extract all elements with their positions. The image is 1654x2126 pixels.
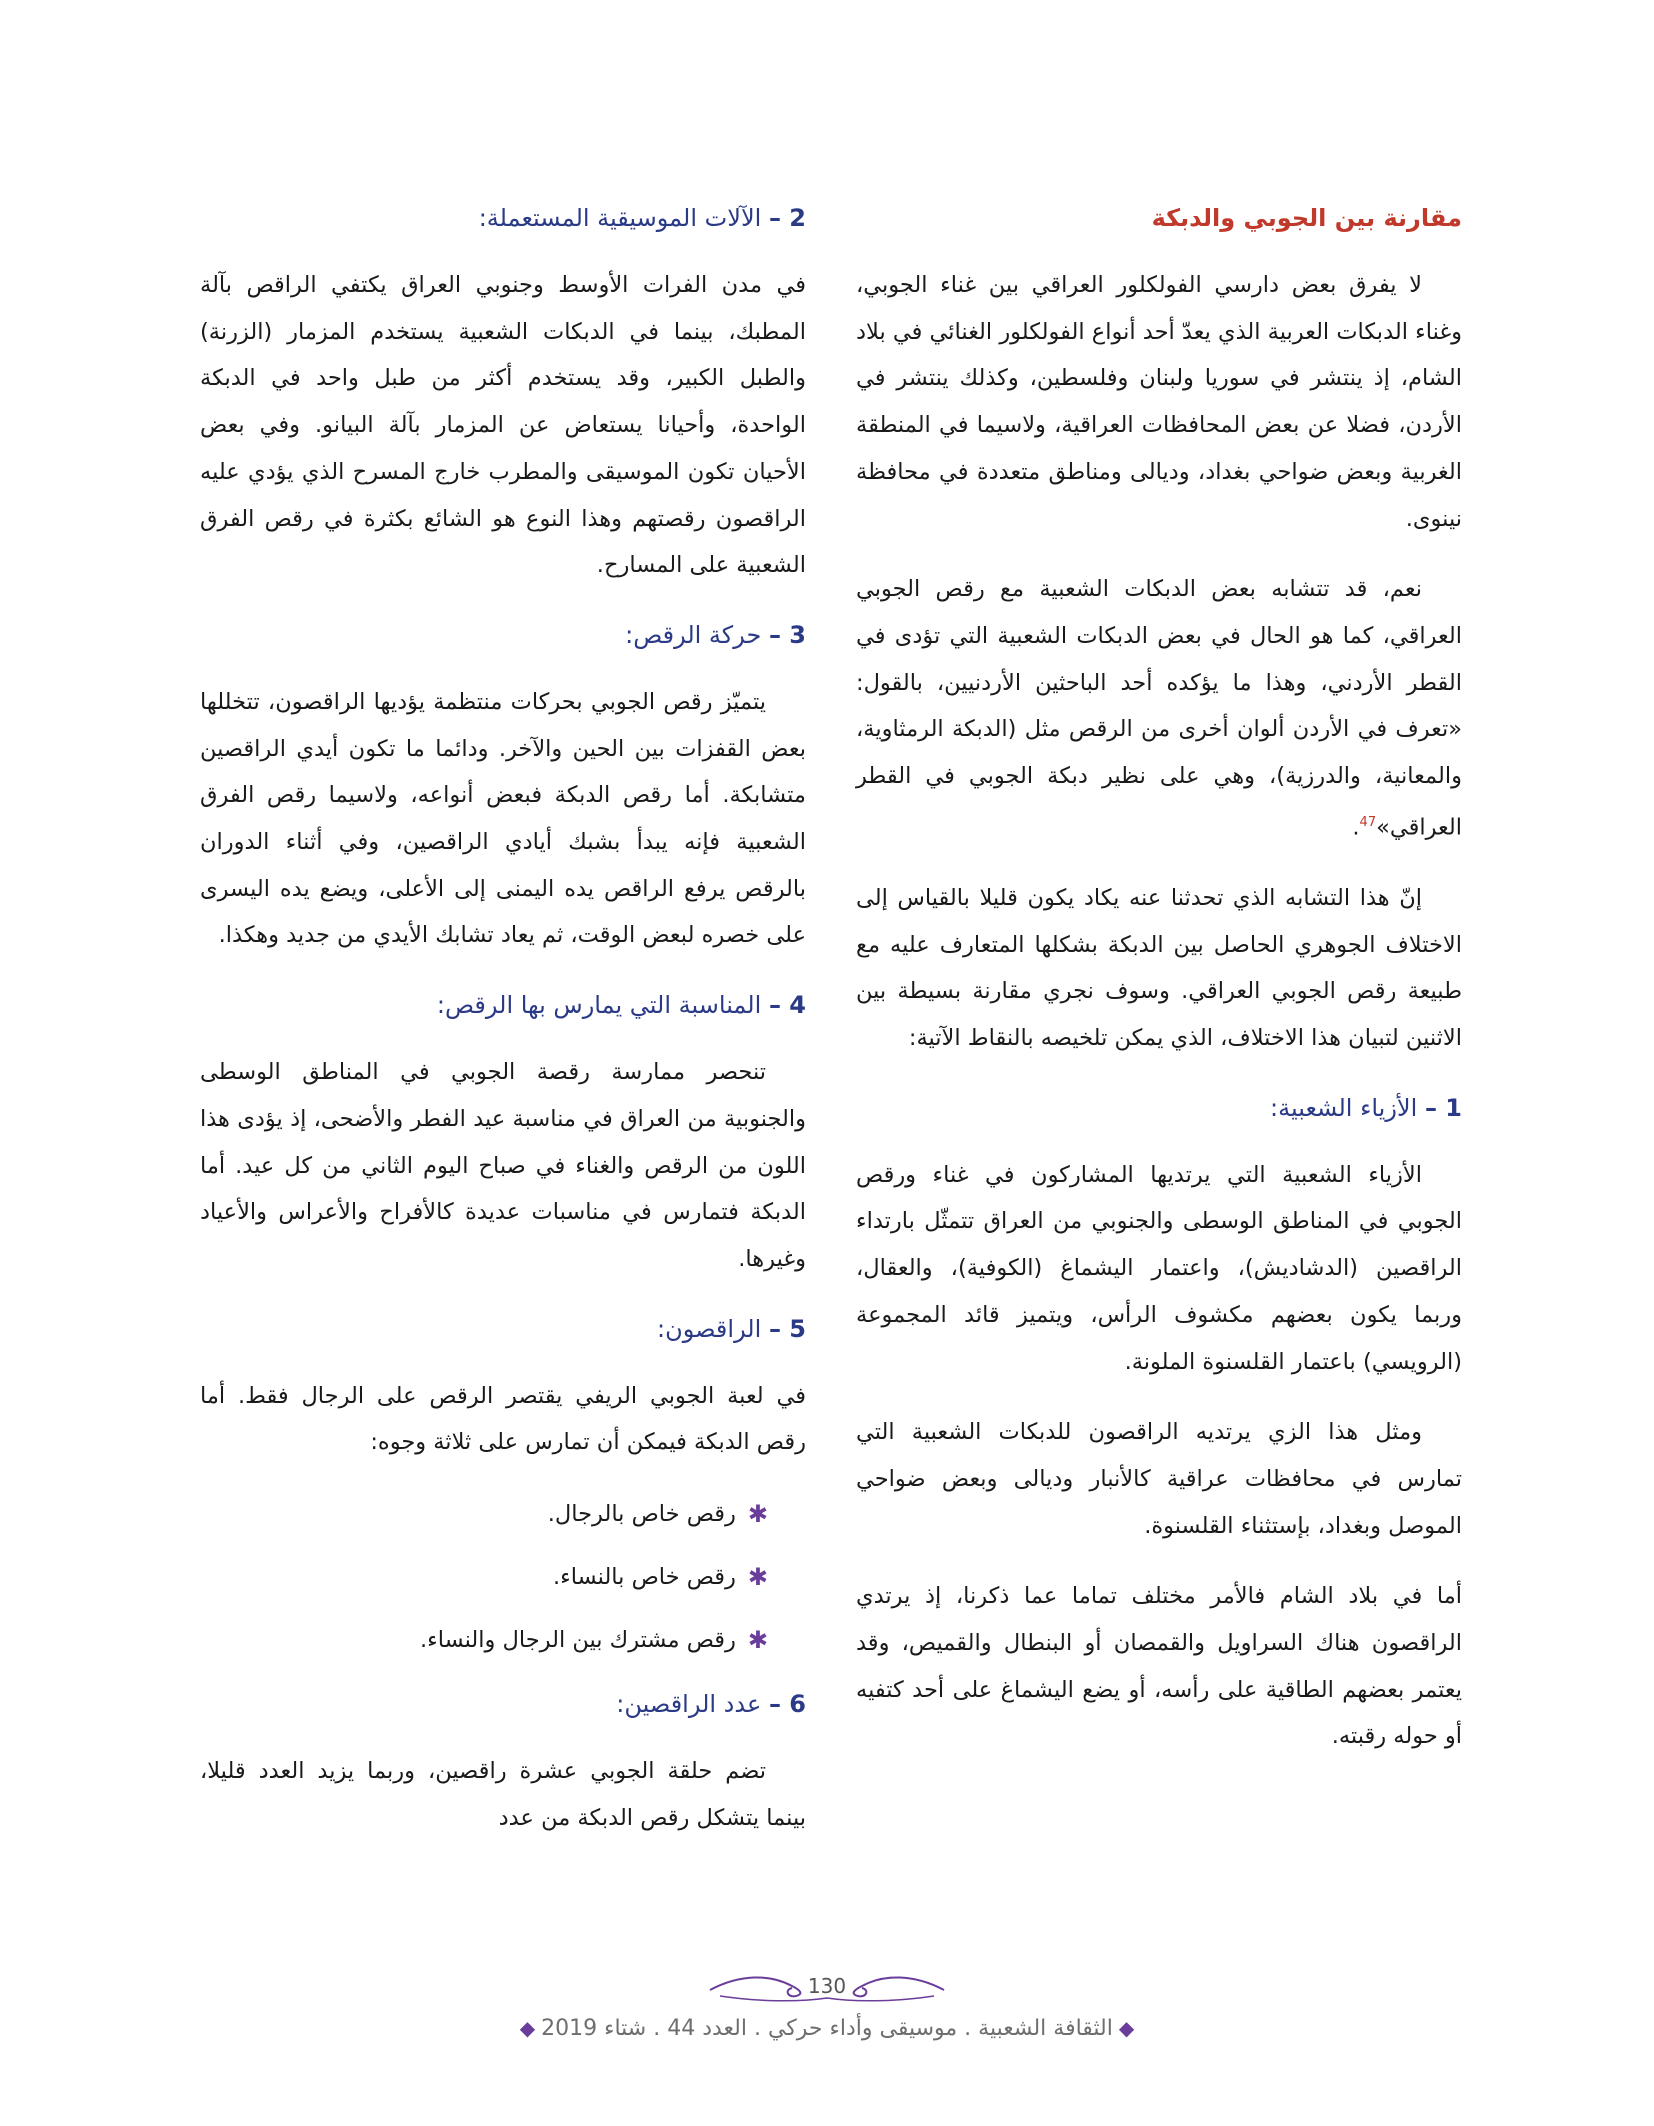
diamond-ornament-icon: ◆ <box>519 2016 536 2040</box>
subsection-number: 6 – <box>768 1690 806 1719</box>
subsection-number: 3 – <box>768 620 806 649</box>
subsection-title: الأزياء الشعبية: <box>1270 1093 1418 1122</box>
subsection-number: 1 – <box>1424 1093 1462 1122</box>
subsection-heading <box>200 1682 806 1726</box>
subsection-title: المناسبة التي يمارس بها الرقص: <box>436 991 762 1020</box>
paragraph: يتميّز رقص الجوبي بحركات منتظمة يؤديها الراقصون، تتخللها بعض القفزات بين الحين والآخر. ودائما ما تكون أيدي الراقصين متشابكة. أما رقص الدبكة فبعض أنواعه، ولاسيما رقص الفرق الشعبية فإنه يبدأ بشبك أيادي الراقصين، وفي أثناء الدوران بالرقص يرفع الراقص يده اليمنى إلى الأعلى، ويضع يده اليسرى على خصره لبعض الوقت، ثم يعاد تشابك الأيدي من جديد وهكذا. <box>200 688 806 949</box>
footnote-marker: 47 <box>1359 814 1377 830</box>
paragraph: إنّ هذا التشابه الذي تحدثنا عنه يكاد يكون قليلا بالقياس إلى الاختلاف الجوهري الحاصل بين الدبكة بشكلها المتعارف عليه مع طبيعة رقص الجوبي العراقي. وسوف نجري مقارنة بسيطة بين الاثنين لتبيان هذا الاختلاف، الذي يمكن تلخيصه بالنقاط الآتية: <box>856 884 1462 1052</box>
paragraph: أما في بلاد الشام فالأمر مختلف تماما عما ذكرنا، إذ يرتدي الراقصون هناك السراويل والقمصان أو البنطال والقميص، وقد يعتمر بعضهم الطاقية على رأسه، أو يضع اليشماغ على أحد كتفيه أو حوله رقبته. <box>856 1583 1462 1750</box>
list-item-text: رقص خاص بالنساء. <box>553 1564 736 1591</box>
subsection-number: 4 – <box>768 991 806 1020</box>
page-number: 130 <box>807 1974 847 1998</box>
paragraph: في لعبة الجوبي الريفي يقتصر الرقص على الرجال فقط. أما رقص الدبكة فيمكن أن تمارس على ثلاثة وجوه: <box>200 1382 806 1456</box>
star-bullet-icon: ✱ <box>747 1500 768 1529</box>
paragraph: تنحصر ممارسة رقصة الجوبي في المناطق الوسطى والجنوبية من العراق في مناسبة عيد الفطر والأضحى، إذ يؤدى هذا اللون من الرقص والغناء في صباح اليوم الثاني من كل عيد. أما الدبكة فتمارس في مناسبات عديدة كالأفراح والأعراس والأعياد وغيرها. <box>200 1059 806 1272</box>
subsection-title: حركة الرقص: <box>625 620 762 649</box>
article-section-title: مقارنة بين الجوبي والدبكة <box>1151 204 1462 232</box>
list-item <box>200 1616 768 1664</box>
subsection-heading <box>200 1307 806 1351</box>
subsection-title: الآلات الموسيقية المستعملة: <box>478 204 762 232</box>
subsection-heading <box>856 1086 1462 1130</box>
star-bullet-icon: ✱ <box>747 1563 768 1592</box>
paragraph: ومثل هذا الزي يرتديه الراقصون للدبكات الشعبية التي تمارس في محافظات عراقية كالأنبار وديالى وبعض ضواحي الموصل وبغداد، بإستثناء القلسنوة. <box>856 1419 1462 1539</box>
diamond-ornament-icon: ◆ <box>1118 2016 1135 2040</box>
journal-footer-text: الثقافة الشعبية . موسيقى وأداء حركي . العدد 44 . شتاء 2019 <box>541 2016 1113 2041</box>
paragraph: في مدن الفرات الأوسط وجنوبي العراق يكتفي الراقص بآلة المطبك، بينما في الدبكات الشعبية يستخدم المزمار (الزرنة) والطبل الكبير، وقد يستخدم أكثر من طبل واحد في الدبكة الواحدة، وأحيانا يستعاض عن المزمار بآلة البيانو. وفي بعض الأحيان تكون الموسيقى والمطرب خارج المسرح الذي يؤدي عليه الراقصون رقصتهم وهذا النوع هو الشائع بكثرة في رقص الفرق الشعبية على المسارح. <box>200 272 806 579</box>
subsection-number: 2 – <box>768 204 806 232</box>
subsection-heading <box>200 196 806 240</box>
list-item-text: رقص مشترك بين الرجال والنساء. <box>419 1627 736 1654</box>
subsection-number: 5 – <box>768 1314 806 1343</box>
journal-footer <box>420 2016 1234 2041</box>
list-item <box>200 1490 768 1538</box>
subsection-heading <box>200 983 806 1027</box>
paragraph: تضم حلقة الجوبي عشرة راقصين، وربما يزيد العدد قليلا، بينما يتشكل رقص الدبكة من عدد <box>200 1758 806 1831</box>
list-item-text: رقص خاص بالرجال. <box>547 1501 736 1528</box>
star-bullet-icon: ✱ <box>747 1626 768 1655</box>
paragraph <box>856 566 1462 851</box>
paragraph: لا يفرق بعض دارسي الفولكلور العراقي بين غناء الجوبي، وغناء الدبكات العربية الذي يعدّ أحد أنواع الفولكلور الغنائي في بلاد الشام، إذ ينتشر في سوريا ولبنان وفلسطين، وكذلك ينتشر في الأردن، فضلا عن بعض المحافظات العراقية، ولاسيما في المنطقة الغربية وبعض ضواحي بغداد، وديالى ومناطق متعددة في محافظة نينوى. <box>856 272 1462 532</box>
subsection-title: عدد الراقصين: <box>616 1690 762 1719</box>
left-column <box>200 196 806 1865</box>
right-column <box>856 196 1462 1784</box>
bullet-list <box>200 1490 806 1664</box>
paragraph-text: نعم، قد تتشابه بعض الدبكات الشعبية مع رقص الجوبي العراقي، كما هو الحال في بعض الدبكات الشعبية التي تؤدى في القطر الأردني، وهذا ما يؤكده أحد الباحثين الأردنيين، بالقول: «تعرف في الأردن ألوان أخرى من الرقص مثل (الدبكة الرمثاوية، والمعانية، والدرزية)، وهي على نظير دبكة الجوبي في القطر العراقي» <box>856 576 1462 841</box>
paragraph: الأزياء الشعبية التي يرتديها المشاركون في غناء ورقص الجوبي في المناطق الوسطى والجنوبي من العراق تتمثّل بارتداء الراقصين (الدشاديش)، واعتمار اليشماغ (الكوفية)، والعقال، وربما يكون بعضهم مكشوف الرأس، ويتميز قائد المجموعة (الرويسي) باعتمار القلسنوة الملونة. <box>856 1161 1462 1375</box>
list-item <box>200 1553 768 1601</box>
subsection-heading <box>200 613 806 657</box>
paragraph-end: . <box>1352 814 1360 841</box>
subsection-title: الراقصون: <box>657 1314 762 1343</box>
